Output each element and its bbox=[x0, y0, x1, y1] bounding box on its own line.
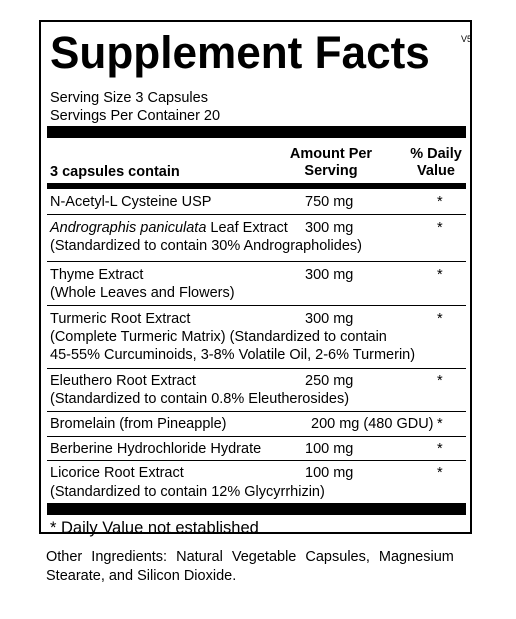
row-detail: (Complete Turmeric Matrix) (Standardized to contain bbox=[50, 329, 387, 345]
panel-title: Supplement Facts bbox=[50, 27, 430, 78]
row-detail: (Standardized to contain 12% Glycyrrhizin) bbox=[50, 484, 325, 500]
row-detail: (Standardized to contain 0.8% Eleutherosides) bbox=[50, 391, 350, 407]
row-amount: 200 mg (480 GDU) bbox=[311, 416, 434, 432]
row-detail-2: 45-55% Curcuminoids, 3-8% Volatile Oil, 2-6% Turmerin) bbox=[50, 347, 416, 363]
row-name: N-Acetyl-L Cysteine USP bbox=[50, 194, 212, 210]
row-name-rest: Leaf Extract bbox=[206, 220, 288, 236]
thick-divider-bottom bbox=[47, 503, 466, 515]
row-divider bbox=[47, 436, 466, 437]
servings-per-container: Servings Per Container 20 bbox=[50, 108, 221, 124]
row-divider bbox=[47, 305, 466, 306]
row-divider bbox=[47, 411, 466, 412]
row-amount: 100 mg bbox=[305, 441, 354, 457]
header-dv-line2: Value bbox=[417, 163, 455, 179]
row-name: Licorice Root Extract bbox=[50, 465, 184, 481]
other-ingredients bbox=[46, 548, 468, 586]
serving-size: Serving Size 3 Capsules bbox=[50, 90, 208, 106]
row-dv: * bbox=[437, 220, 443, 236]
row-amount: 300 mg bbox=[305, 311, 354, 327]
row-name-italic: Andrographis paniculata bbox=[50, 220, 207, 236]
row-dv: * bbox=[437, 416, 443, 432]
row-name: Thyme Extract bbox=[50, 267, 144, 283]
row-divider bbox=[47, 214, 466, 215]
row-name: Berberine Hydrochloride Hydrate bbox=[50, 441, 262, 457]
thick-divider-top bbox=[47, 126, 466, 138]
row-dv: * bbox=[437, 194, 443, 210]
header-amount-line1: Amount Per bbox=[289, 146, 373, 162]
supplement-facts-panel bbox=[39, 20, 473, 537]
row-detail: (Standardized to contain 30% Andrographolides) bbox=[50, 238, 362, 254]
row-divider bbox=[47, 368, 466, 369]
row-amount: 300 mg bbox=[305, 267, 354, 283]
row-dv: * bbox=[437, 441, 443, 457]
row-dv: * bbox=[437, 373, 443, 389]
version-code: V5 bbox=[461, 34, 473, 44]
row-name: Turmeric Root Extract bbox=[50, 311, 191, 327]
row-divider bbox=[47, 261, 466, 262]
row-dv: * bbox=[437, 311, 443, 327]
header-amount bbox=[281, 146, 381, 180]
row-dv: * bbox=[437, 465, 443, 481]
row-name: Bromelain (from Pineapple) bbox=[50, 416, 227, 432]
row-amount: 250 mg bbox=[305, 373, 354, 389]
medium-divider bbox=[47, 183, 466, 189]
row-dv: * bbox=[437, 267, 443, 283]
header-daily-value bbox=[396, 146, 476, 180]
other-ingredients-line2: Stearate, and Silicon Dioxide. bbox=[46, 568, 237, 584]
footnote: * Daily Value not established bbox=[50, 519, 259, 537]
row-amount: 300 mg bbox=[305, 220, 354, 236]
row-detail: (Whole Leaves and Flowers) bbox=[50, 285, 235, 301]
header-dv-line1: % Daily bbox=[410, 146, 462, 162]
row-divider bbox=[47, 460, 466, 461]
other-ingredients-line1: Other Ingredients: Natural Vegetable Capsules, Magnesium bbox=[46, 549, 454, 565]
row-amount: 100 mg bbox=[305, 465, 354, 481]
header-amount-line2: Serving bbox=[304, 163, 358, 179]
header-capsules-contain: 3 capsules contain bbox=[50, 164, 180, 180]
row-name bbox=[50, 219, 288, 237]
row-name: Eleuthero Root Extract bbox=[50, 373, 196, 389]
row-amount: 750 mg bbox=[305, 194, 354, 210]
